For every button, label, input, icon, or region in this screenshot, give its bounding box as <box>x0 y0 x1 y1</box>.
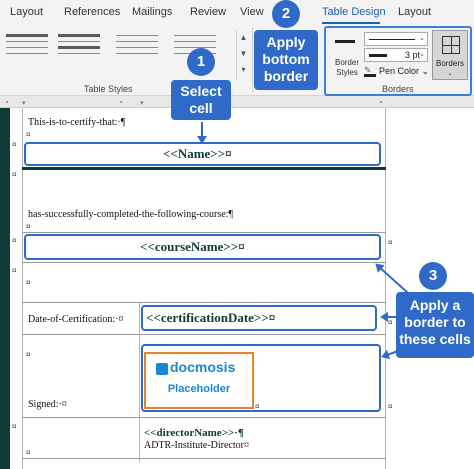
chevron-down-icon: ⌄ <box>447 70 453 77</box>
cell-end-mark: ¤ <box>26 130 31 139</box>
pen-icon: ✎ <box>364 66 376 77</box>
ribbon <box>0 0 474 96</box>
row-end-mark: ¤ <box>12 170 17 179</box>
cell-end-mark: ¤ <box>26 350 31 359</box>
horizontal-ruler[interactable]: ▪ ▾ ▪ ▾ ▪ <box>0 96 474 108</box>
applied-bottom-border <box>22 167 386 170</box>
more-icon[interactable]: ▾ <box>241 65 246 74</box>
group-separator <box>252 28 253 92</box>
placeholder-label: Placeholder <box>167 383 231 395</box>
table-row-border <box>22 302 386 303</box>
step-2-badge: 2 <box>272 0 300 28</box>
borders-group <box>324 26 472 96</box>
director-name-field[interactable]: <<directorName>>·¶ <box>144 427 244 439</box>
table-style-thumb[interactable] <box>56 32 102 60</box>
arrow-to-name-cell <box>201 122 203 142</box>
course-intro-text: has-successfully-completed-the-following-course:¶ <box>28 209 234 220</box>
active-tab-indicator <box>322 22 380 24</box>
step-3-badge: 3 <box>419 262 447 290</box>
step-1-callout: Select cell <box>171 80 231 120</box>
chevron-down-icon[interactable]: ▼ <box>239 49 248 58</box>
cell-end-mark: ¤ <box>255 402 260 411</box>
cell-end-mark: ¤ <box>26 222 31 231</box>
table-styles-group-label: Table Styles <box>84 84 133 94</box>
row-end-mark: ¤ <box>12 422 17 431</box>
table-row-border <box>22 262 386 263</box>
step-1-badge: 1 <box>187 48 215 76</box>
table-style-thumb[interactable] <box>4 32 50 60</box>
certification-date-merge-field[interactable]: <<certificationDate>>¤ <box>146 310 276 325</box>
table-row-border <box>22 458 386 459</box>
row-end-mark: ¤ <box>12 140 17 149</box>
cell-end-mark: ¤ <box>26 448 31 457</box>
row-end-mark: ¤ <box>388 318 393 327</box>
tab-references[interactable]: References <box>64 6 121 18</box>
tab-view[interactable]: View <box>240 6 264 18</box>
cell-end-mark: ¤ <box>26 278 31 287</box>
chevron-up-icon[interactable]: ▲ <box>239 33 248 42</box>
placeholder-image[interactable] <box>144 352 254 409</box>
tab-mailings[interactable]: Mailings <box>132 6 173 18</box>
name-merge-field[interactable]: <<Name>>¤ <box>163 146 232 161</box>
row-end-mark: ¤ <box>388 402 393 411</box>
certify-text: This-is-to-certify-that:·¶ <box>28 117 126 128</box>
chevron-down-icon: ⌄ <box>419 35 425 42</box>
pen-color-button[interactable]: ✎ Pen Color ⌄ <box>364 65 430 76</box>
line-style-dropdown[interactable] <box>364 32 428 46</box>
table-right-border <box>385 108 386 469</box>
course-name-merge-field[interactable]: <<courseName>>¤ <box>140 239 245 254</box>
borders-group-label: Borders <box>382 84 414 94</box>
tab-layout[interactable]: Layout <box>10 6 44 18</box>
border-styles-button[interactable] <box>330 32 360 80</box>
table-row-border <box>22 232 386 233</box>
table-column-divider <box>139 302 140 462</box>
tab-table-layout[interactable]: Layout <box>398 6 432 18</box>
table-row-border <box>22 334 386 335</box>
styles-scroll[interactable] <box>236 30 250 80</box>
border-styles-label: Border Styles <box>334 58 359 77</box>
table-row-border <box>22 417 386 418</box>
row-end-mark: ¤ <box>388 238 393 247</box>
line-weight-dropdown[interactable]: 3 pt ⌄ <box>364 48 428 62</box>
signed-label: Signed:·¤ <box>28 399 67 410</box>
row-end-mark: ¤ <box>12 236 17 245</box>
borders-grid-icon <box>442 36 460 54</box>
date-label: Date-of-Certification:·¤ <box>28 314 124 325</box>
table-left-border <box>22 108 23 469</box>
chevron-down-icon: ⌄ <box>421 66 430 76</box>
chevron-down-icon: ⌄ <box>419 51 425 58</box>
table-style-thumb[interactable] <box>114 32 160 60</box>
tab-review[interactable]: Review <box>190 6 227 18</box>
step-2-callout: Apply bottom border <box>254 30 318 90</box>
arrow-to-date-cell <box>382 316 398 318</box>
logo-brand-text: docmosis <box>170 359 236 375</box>
director-title: ADTR-Institute-Director¤ <box>144 440 249 451</box>
tab-table-design[interactable]: Table Design <box>322 6 386 18</box>
border-style-swatch-icon <box>335 40 355 43</box>
borders-button[interactable]: Borders ⌄ <box>432 30 468 80</box>
step-3-callout: Apply a border to these cells <box>396 292 474 358</box>
row-end-mark: ¤ <box>12 266 17 275</box>
docmosis-logo-icon <box>156 363 168 375</box>
page-margin-band <box>0 108 10 469</box>
